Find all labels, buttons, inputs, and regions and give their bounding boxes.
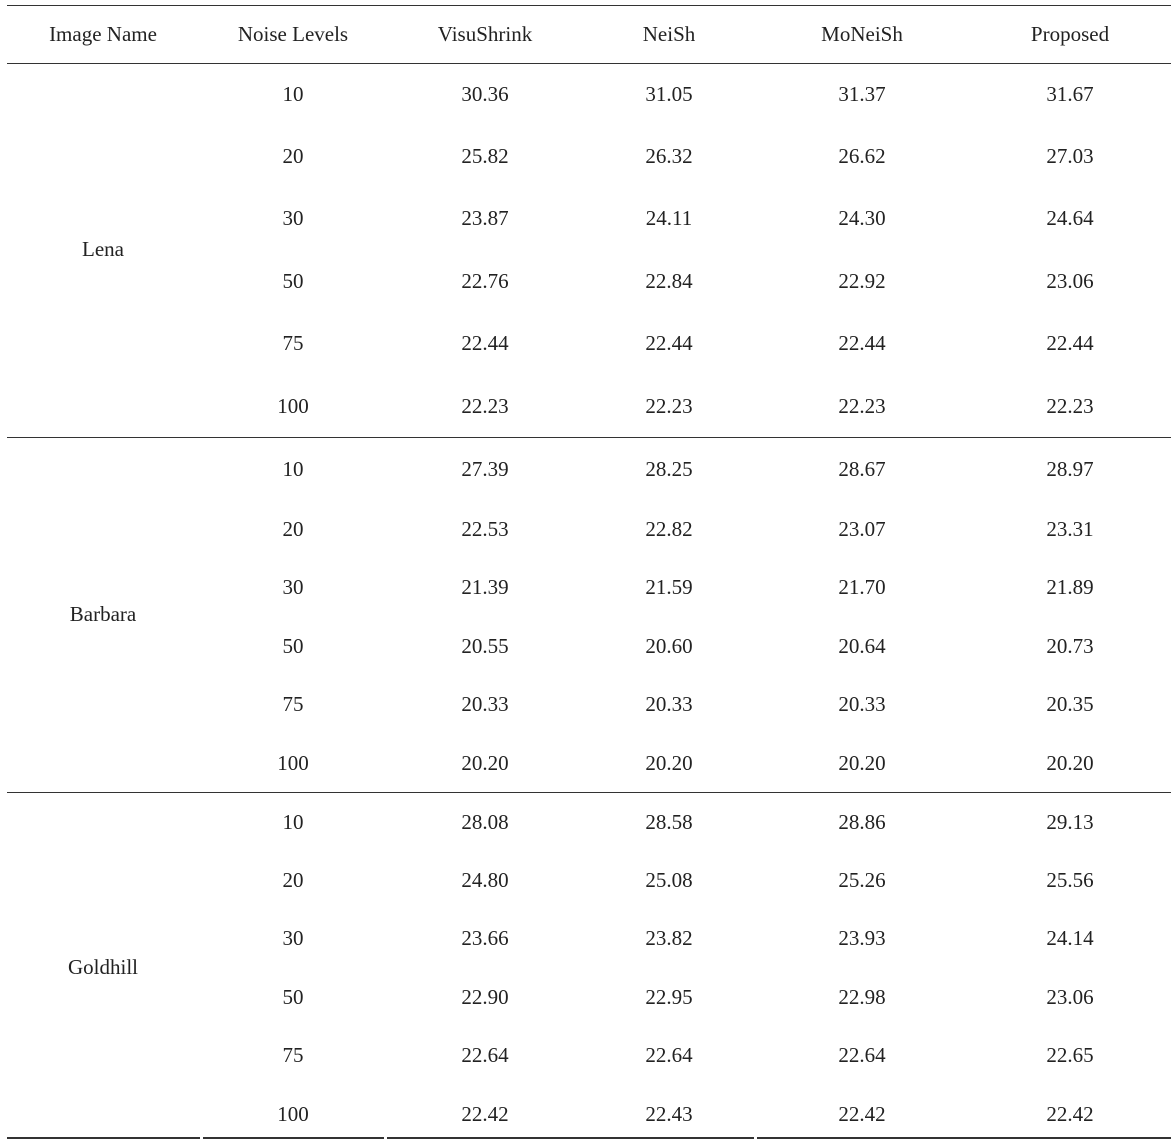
psnr-value-cell: 22.53 (461, 517, 509, 541)
psnr-value-cell: 28.67 (838, 457, 886, 481)
table-bottom-rule (203, 1137, 384, 1139)
header-moneish: MoNeiSh (821, 22, 903, 46)
noise-level-cell: 75 (282, 331, 304, 355)
psnr-value-cell: 28.86 (838, 810, 886, 834)
psnr-value-cell: 24.30 (838, 206, 886, 230)
psnr-value-cell: 22.44 (838, 331, 886, 355)
psnr-value-cell: 20.20 (645, 751, 693, 775)
noise-level-cell: 30 (282, 926, 304, 950)
table-top-rule (7, 5, 1171, 6)
noise-level-cell: 30 (282, 575, 304, 599)
noise-level-cell: 100 (277, 751, 309, 775)
psnr-value-cell: 28.25 (645, 457, 693, 481)
psnr-value-cell: 29.13 (1046, 810, 1094, 834)
psnr-value-cell: 22.23 (838, 394, 886, 418)
psnr-value-cell: 20.20 (461, 751, 509, 775)
psnr-value-cell: 22.76 (461, 269, 509, 293)
psnr-value-cell: 22.23 (461, 394, 509, 418)
psnr-value-cell: 22.95 (645, 985, 693, 1009)
noise-level-cell: 75 (282, 1043, 304, 1067)
psnr-value-cell: 31.67 (1046, 82, 1094, 106)
psnr-value-cell: 22.42 (838, 1102, 886, 1126)
psnr-value-cell: 27.03 (1046, 144, 1094, 168)
table-bottom-rule (387, 1137, 754, 1139)
psnr-value-cell: 24.64 (1046, 206, 1094, 230)
psnr-value-cell: 23.93 (838, 926, 886, 950)
psnr-value-cell: 21.70 (838, 575, 886, 599)
noise-level-cell: 10 (282, 810, 304, 834)
psnr-value-cell: 20.55 (461, 634, 509, 658)
noise-level-cell: 20 (282, 517, 304, 541)
psnr-value-cell: 22.64 (645, 1043, 693, 1067)
psnr-value-cell: 20.20 (838, 751, 886, 775)
noise-level-cell: 50 (282, 634, 304, 658)
header-proposed: Proposed (1030, 22, 1110, 46)
noise-level-cell: 30 (282, 206, 304, 230)
psnr-value-cell: 22.64 (461, 1043, 509, 1067)
psnr-value-cell: 22.44 (645, 331, 693, 355)
psnr-value-cell: 23.07 (838, 517, 886, 541)
table-bottom-rule (7, 1137, 200, 1139)
psnr-value-cell: 26.62 (838, 144, 886, 168)
psnr-value-cell: 22.90 (461, 985, 509, 1009)
psnr-value-cell: 22.84 (645, 269, 693, 293)
noise-level-cell: 20 (282, 144, 304, 168)
psnr-value-cell: 21.89 (1046, 575, 1094, 599)
header-image-name: Image Name (49, 22, 157, 46)
psnr-value-cell: 23.06 (1046, 985, 1094, 1009)
psnr-value-cell: 20.33 (838, 692, 886, 716)
psnr-value-cell: 28.58 (645, 810, 693, 834)
table-bottom-rule (757, 1137, 1171, 1139)
psnr-value-cell: 28.97 (1046, 457, 1094, 481)
psnr-value-cell: 25.26 (838, 868, 886, 892)
psnr-value-cell: 20.64 (838, 634, 886, 658)
psnr-value-cell: 21.39 (461, 575, 509, 599)
psnr-value-cell: 25.82 (461, 144, 509, 168)
psnr-value-cell: 22.43 (645, 1102, 693, 1126)
header-neish: NeiSh (642, 22, 696, 46)
psnr-value-cell: 26.32 (645, 144, 693, 168)
psnr-value-cell: 24.11 (645, 206, 693, 230)
noise-level-cell: 100 (277, 394, 309, 418)
image-name-cell: Lena (82, 237, 124, 261)
psnr-value-cell: 22.64 (838, 1043, 886, 1067)
psnr-value-cell: 22.92 (838, 269, 886, 293)
psnr-value-cell: 22.23 (1046, 394, 1094, 418)
psnr-value-cell: 24.14 (1046, 926, 1094, 950)
psnr-value-cell: 30.36 (461, 82, 509, 106)
header-noise-levels: Noise Levels (237, 22, 349, 46)
psnr-value-cell: 23.82 (645, 926, 693, 950)
psnr-value-cell: 20.35 (1046, 692, 1094, 716)
psnr-value-cell: 31.37 (838, 82, 886, 106)
psnr-value-cell: 27.39 (461, 457, 509, 481)
header-rule (7, 63, 1171, 64)
psnr-value-cell: 22.42 (1046, 1102, 1094, 1126)
psnr-value-cell: 22.82 (645, 517, 693, 541)
psnr-value-cell: 23.31 (1046, 517, 1094, 541)
noise-level-cell: 50 (282, 985, 304, 1009)
noise-level-cell: 10 (282, 82, 304, 106)
psnr-value-cell: 20.60 (645, 634, 693, 658)
psnr-value-cell: 23.66 (461, 926, 509, 950)
psnr-value-cell: 20.33 (461, 692, 509, 716)
psnr-value-cell: 22.98 (838, 985, 886, 1009)
psnr-value-cell: 20.20 (1046, 751, 1094, 775)
psnr-value-cell: 20.33 (645, 692, 693, 716)
noise-level-cell: 100 (277, 1102, 309, 1126)
noise-level-cell: 75 (282, 692, 304, 716)
noise-level-cell: 10 (282, 457, 304, 481)
psnr-value-cell: 21.59 (645, 575, 693, 599)
psnr-value-cell: 28.08 (461, 810, 509, 834)
psnr-value-cell: 31.05 (645, 82, 693, 106)
image-name-cell: Barbara (69, 602, 137, 626)
psnr-value-cell: 20.73 (1046, 634, 1094, 658)
psnr-value-cell: 22.44 (461, 331, 509, 355)
header-visushrink: VisuShrink (437, 22, 533, 46)
image-name-cell: Goldhill (67, 955, 139, 979)
psnr-value-cell: 25.08 (645, 868, 693, 892)
psnr-value-cell: 22.44 (1046, 331, 1094, 355)
noise-level-cell: 50 (282, 269, 304, 293)
group-separator-rule (7, 437, 1171, 438)
psnr-value-cell: 22.65 (1046, 1043, 1094, 1067)
group-separator-rule (7, 792, 1171, 793)
noise-level-cell: 20 (282, 868, 304, 892)
psnr-value-cell: 23.06 (1046, 269, 1094, 293)
psnr-value-cell: 22.23 (645, 394, 693, 418)
psnr-value-cell: 22.42 (461, 1102, 509, 1126)
psnr-value-cell: 25.56 (1046, 868, 1094, 892)
psnr-value-cell: 23.87 (461, 206, 509, 230)
psnr-value-cell: 24.80 (461, 868, 509, 892)
